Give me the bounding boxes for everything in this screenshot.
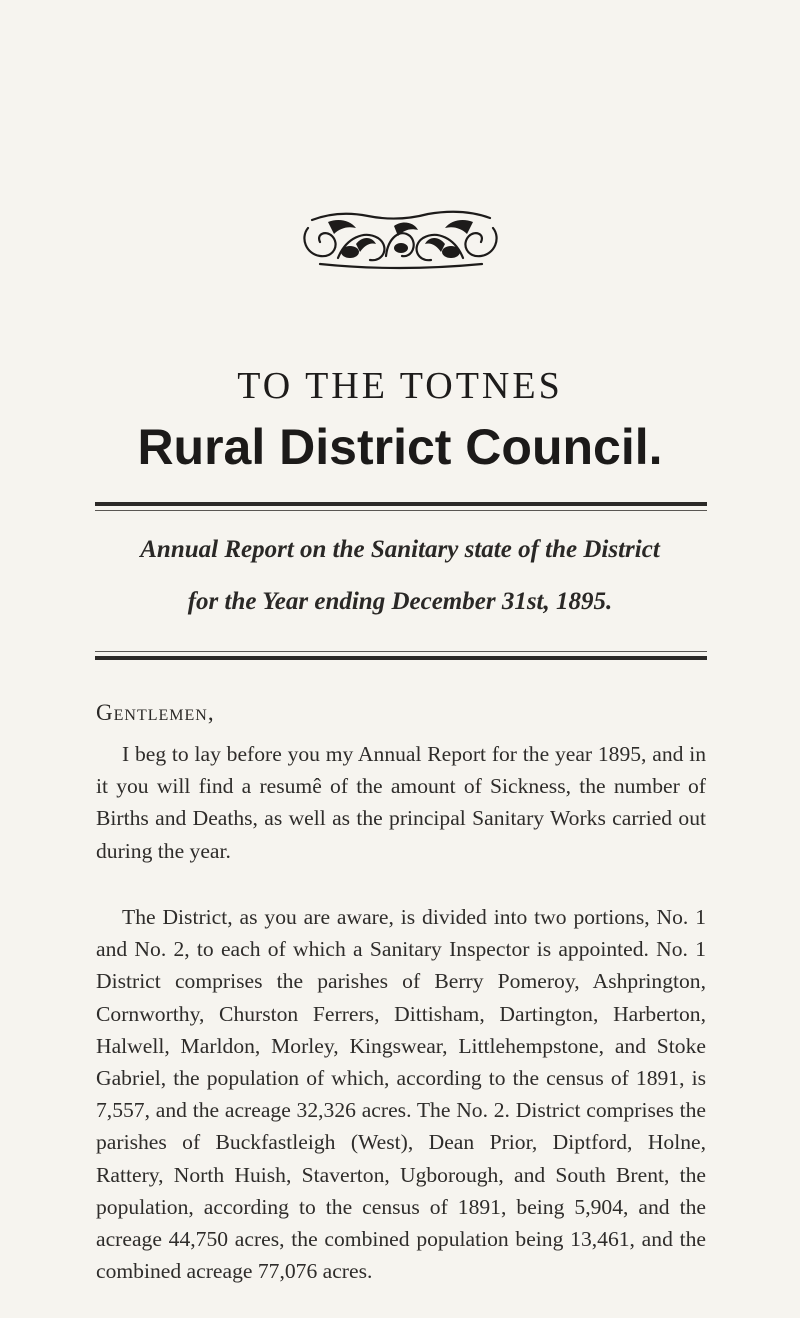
divider-thin-top	[95, 510, 707, 511]
heading-addressee: TO THE TOTNES	[237, 365, 563, 407]
scrollwork-ornament-icon	[298, 208, 503, 270]
report-subtitle-line1: Annual Report on the Sanitary state of the District	[140, 536, 660, 563]
page-title: Rural District Council.	[137, 419, 663, 475]
divider-thick-bottom	[95, 656, 707, 660]
divider-thin-bottom	[95, 651, 707, 652]
salutation: Gentlemen,	[96, 700, 215, 725]
report-subtitle-line2: for the Year ending December 31st, 1895.	[187, 588, 613, 615]
paragraph-intro: I beg to lay before you my Annual Report for the year 1895, and in it you will find a resumê of the amount of Sickness, the number of Births and Deaths, as well as the principal Sanitary Works carried out during the year.	[96, 742, 706, 863]
divider-thick-top	[95, 502, 707, 506]
paragraph-district: The District, as you are aware, is divided into two portions, No. 1 and No. 2, to each of which a Sanitary Inspector is appointed. No. 1 District comprises the parishes of Berry Pomeroy, Ashprington, Cornworthy, Churston Ferrers, Dittisham, Dartington, Harberton, Halwell, Marldon, Morley, Kingswear, Littlehempstone, and Stoke Gabriel, the population of which, according to the census of 1891, is 7,557, and the acreage 32,326 acres. The No. 2. District comprises the parishes of Buckfastleigh (West), Dean Prior, Diptford, Holne, Rattery, North Huish, Staverton, Ugborough, and South Brent, the population, according to the census of 1891, being 5,904, and the acreage 44,750 acres, the combined population being 13,461, and the combined acreage 77,076 acres.	[96, 905, 706, 1284]
